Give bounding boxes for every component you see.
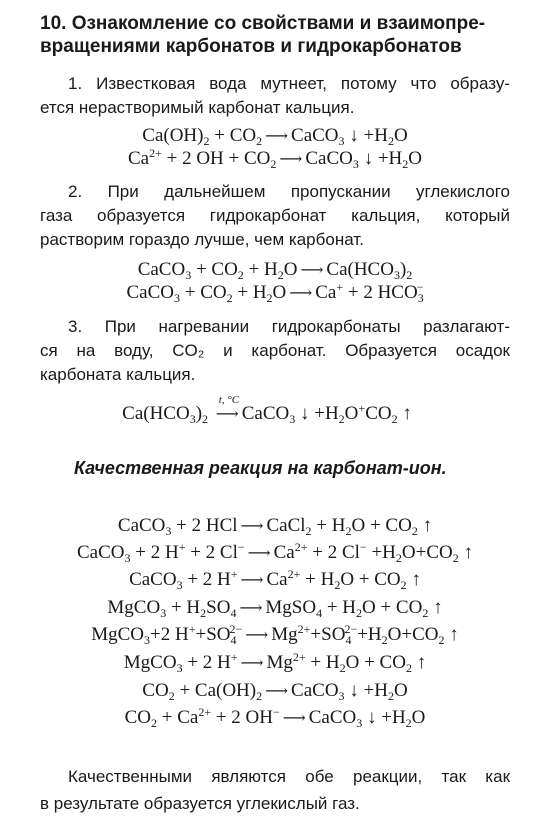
equation-q5: MgCO$_3$+2 $H^++SO_4^{2-}$ ⟶ $Mg^{2+}+SO_4^{2-}+H_2O+CO_2$ ↑ <box>91 622 459 647</box>
equation-q1: CaCO$_3$ + 2 HCl ⟶ CaCl$_2$ + $H_2O + CO_2$ ↑ <box>117 515 433 538</box>
paragraph-1 <box>40 72 510 120</box>
heating-condition-label: t, °C <box>218 394 240 406</box>
section-number: 10. <box>40 13 67 34</box>
paragraph-2-line1: 2. При дальнейшем пропускании углекислого <box>68 182 510 201</box>
section-heading <box>40 12 510 58</box>
equation-q7: $CO_2 + Ca(OH)_2$ ⟶ CaCO$_3$ ↓ $+H_2O$ <box>142 680 408 703</box>
conclusion-paragraph <box>40 763 510 817</box>
equation-q3: CaCO$_3$ + 2 H+ ⟶ $Ca^{2+} + H_2O + CO_2$ ↑ <box>129 567 421 592</box>
paragraph-2-line3: растворим гораздо лучше, чем карбонат. <box>40 230 364 249</box>
paragraph-1-line2: ется нерастворимый карбонат кальция. <box>40 98 355 117</box>
conclusion-line1: Качественными являются обе реакции, так как <box>68 767 510 786</box>
section-title-line2: вращениями карбонатов и гидрокарбонатов <box>40 36 462 57</box>
equation-3: CaCO$_3$ + $CO_2 + H_2O$ ⟶ $Ca(HCO_3)_2$ <box>137 259 413 282</box>
paragraph-3-line2: ся на воду, CO₂ и карбонат. Образуется осадок <box>40 341 510 360</box>
equation-q4: MgCO$_3$ + $H_2SO_4$ ⟶ MgSO$_4$ + $H_2O + CO_2$ ↑ <box>107 597 443 620</box>
equation-2: $Ca^{2+} + 2$ OH + $CO_2$ ⟶ CaCO$_3$ ↓ $+H_2O$ <box>127 146 423 171</box>
equation-5: $Ca(HCO_3)_2$ t, °C ⟶ CaCO$_3$ ↓ $+H_2O^+CO_2$ ↑ <box>0 402 542 426</box>
paragraph-2-line2: газа образуется гидрокарбонат кальция, который <box>40 206 510 225</box>
paragraph-3 <box>40 315 510 387</box>
qualitative-reaction-heading: Качественная реакция на карбонат-ион. <box>74 458 447 478</box>
conclusion-line2: в результате образуется углекислый газ. <box>40 794 360 813</box>
equation-4: CaCO$_3$ + $CO_2 + H_2O$ ⟶ Ca+ + 2 $HCO_3^-$ <box>126 280 424 305</box>
paragraph-2 <box>40 180 510 252</box>
equation-q8: $CO_2 + Ca^{2+} + 2$ OH− ⟶ CaCO$_3$ ↓ $+H_2O$ <box>124 705 426 730</box>
heating-condition: t, °C ⟶ <box>213 402 242 426</box>
equation-q6: MgCO$_3$ + 2 H+ ⟶ $Mg^{2+} + H_2O + CO_2$ ↑ <box>123 650 427 675</box>
equation-q2: CaCO$_3$ + 2 H+ + 2 Cl− ⟶ $Ca^{2+} + 2$ $Cl^- +H_2O+CO_2$ ↑ <box>77 540 473 565</box>
equation-1: $Ca(OH)_2 + CO_2$ ⟶ CaCO$_3$ ↓ $+H_2O$ <box>142 125 408 148</box>
paragraph-3-line3: карбоната кальция. <box>40 365 196 384</box>
paragraph-1-line1: 1. Известковая вода мутнеет, потому что образу- <box>68 74 510 93</box>
paragraph-3-line1: 3. При нагревании гидрокарбонаты разлагают- <box>68 317 510 336</box>
section-title-line1: Ознакомление со свойствами и взаимопре- <box>71 13 486 34</box>
